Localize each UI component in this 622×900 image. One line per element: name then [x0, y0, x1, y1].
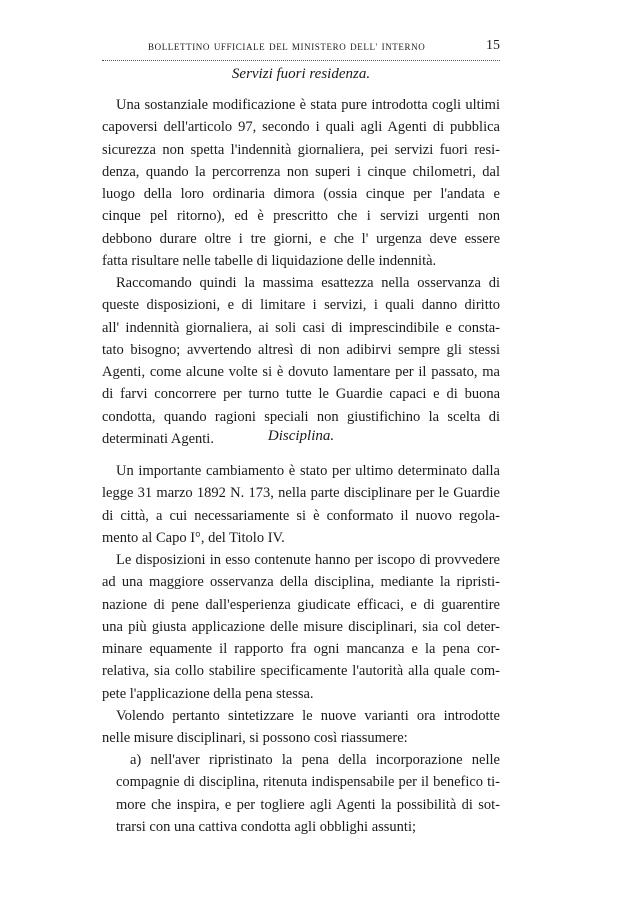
- text-line: nazione di pene dall'esperienza giudicate efficaci, e di guarentire: [102, 596, 500, 613]
- text-line: a) nell'aver ripristinato la pena della incorporazione nelle: [130, 752, 500, 768]
- text-line: Agenti, come alcune volte si è dovuto lamentare per il passato, ma: [102, 364, 500, 381]
- text-line: una più giusta applicazione delle misure disciplinari, sia col deter-: [102, 618, 500, 635]
- text-line: debbono durare oltre i tre giorni, e che l' urgenza deve essere: [102, 230, 500, 247]
- text-line: ad una maggiore osservanza della disciplina, mediante la ripristi-: [102, 574, 500, 591]
- text-line: Le disposizioni in esso contenute hanno per iscopo di provvedere: [116, 552, 500, 568]
- text-line: Un importante cambiamento è stato per ultimo determinato dalla: [116, 463, 500, 479]
- running-title: BOLLETTINO UFFICIALE DEL MINISTERO DELL' INTERNO: [148, 42, 426, 52]
- text-line: more che inspira, e per togliere agli Agenti la possibilità di sot-: [116, 796, 500, 813]
- text-line: luogo della loro ordinaria dimora (ossia cinque per l'andata e: [102, 186, 500, 203]
- text-line: cinque pel ritorno), ed è prescritto che i servizi urgenti non: [102, 208, 500, 225]
- text-line: Una sostanziale modificazione è stata pure introdotta cogli ultimi: [116, 97, 500, 113]
- page-number: 15: [486, 38, 500, 53]
- text-line: relativa, sia collo stabilire specificamente l'autorità alla quale com-: [102, 663, 500, 680]
- text-line: denza, quando la percorrenza non superi i cinque chilometri, dal: [102, 163, 500, 180]
- running-head: [102, 40, 500, 58]
- paragraph-disciplina-1: [102, 460, 500, 549]
- text-line: capoversi dell'articolo 97, secondo i quali agli Agenti di pubblica: [102, 119, 500, 136]
- text-line: determinati Agenti.: [102, 431, 214, 448]
- text-line: all' indennità giornaliera, ai soli casi di imprescindibile e consta-: [102, 319, 500, 336]
- text-line: pete l'applicazione della pena stessa.: [102, 685, 314, 702]
- text-line: Raccomando quindi la massima esattezza nella osservanza di: [116, 275, 500, 291]
- header-rule: [102, 60, 500, 61]
- text-line: tato bisogno; avvertendo altresì di non adibirvi sempre gli stessi: [102, 341, 500, 358]
- text-line: nelle misure disciplinari, si possono così riassumere:: [102, 730, 408, 747]
- section-heading-servizi: Servizi fuori residenza.: [231, 66, 371, 82]
- paragraph-servizi-2: [102, 272, 500, 450]
- text-line: legge 31 marzo 1892 N. 173, nella parte disciplinare per le Guardie: [102, 485, 500, 502]
- paragraph-disciplina-2: [102, 549, 500, 705]
- text-line: fatta risultare nelle tabelle di liquidazione delle indennità.: [102, 253, 437, 270]
- paragraph-servizi-1: [102, 94, 500, 272]
- text-line: condotta, quando ragioni speciali non giustifichino la scelta di: [102, 408, 500, 425]
- text-line: minare equamente il rapporto fra ogni mancanza e la pena cor-: [102, 641, 500, 658]
- text-line: trarsi con una cattiva condotta agli obblighi assunti;: [116, 818, 416, 835]
- text-line: di farvi concorrere per turno tutte le Guardie capaci e di buona: [102, 386, 500, 403]
- paragraph-disciplina-3: [102, 705, 500, 750]
- list-item-a: [102, 749, 500, 838]
- section-heading-disciplina: Disciplina.: [267, 428, 335, 444]
- text-line: mento al Capo I°, del Titolo IV.: [102, 529, 285, 546]
- text-line: Volendo pertanto sintetizzare le nuove varianti ora introdotte: [116, 708, 500, 724]
- text-line: di città, a cui necessariamente si è conformato il nuovo regola-: [102, 507, 500, 524]
- text-line: sicurezza non spetta l'indennità giornaliera, pei servizi fuori resi-: [102, 141, 500, 158]
- text-line: compagnie di disciplina, ritenuta indispensabile per il benefico ti-: [116, 774, 500, 791]
- text-line: queste disposizioni, e di limitare i servizi, i quali danno diritto: [102, 297, 500, 314]
